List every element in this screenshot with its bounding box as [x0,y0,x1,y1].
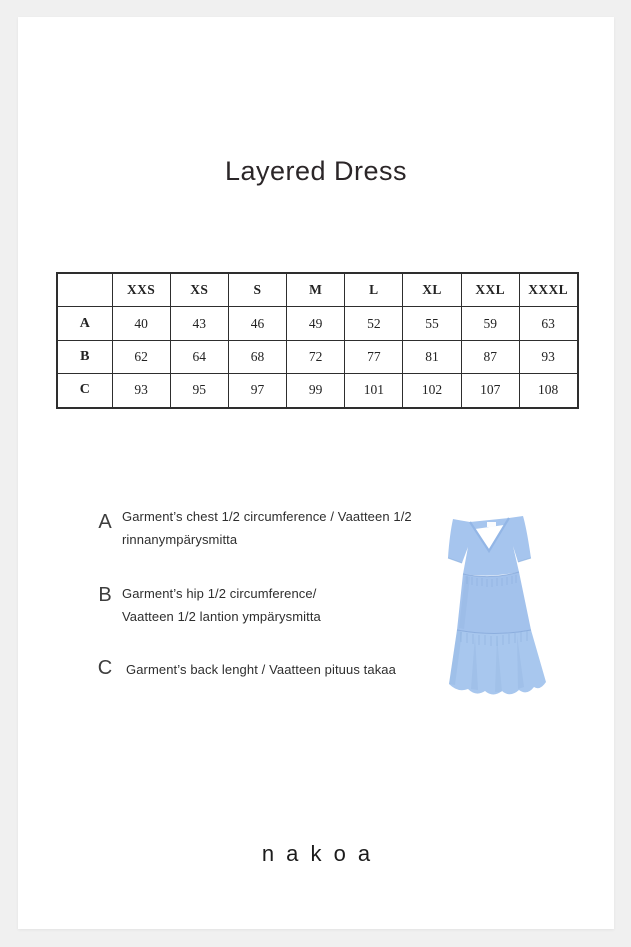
measurement-value: 101 [345,374,403,408]
measurement-value: 49 [287,307,345,340]
measurement-value: 72 [287,340,345,373]
size-column-header: S [228,273,286,307]
measurement-desc-line: rinnanympärysmitta [122,532,238,547]
measurement-value: 55 [403,307,461,340]
measurement-value: 63 [519,307,577,340]
measurement-value: 93 [519,340,577,373]
size-table [56,272,579,409]
measurement-value: 102 [403,374,461,408]
measurement-value: 52 [345,307,403,340]
size-column-header: M [287,273,345,307]
row-label: A [57,307,112,340]
measurement-value: 43 [170,307,228,340]
dress-photo [445,514,549,704]
measurement-value: 99 [287,374,345,408]
measurement-value: 77 [345,340,403,373]
measurement-value: 62 [112,340,170,373]
row-label: B [57,340,112,373]
measurement-desc-c [126,658,396,681]
measurement-value: 81 [403,340,461,373]
measurement-value: 59 [461,307,519,340]
row-label: C [57,374,112,408]
measurement-value: 64 [170,340,228,373]
size-column-header: XXL [461,273,519,307]
measurement-value: 95 [170,374,228,408]
measurement-desc-a [122,505,412,551]
measurement-desc-line: Vaatteen 1/2 lantion ympärysmitta [122,609,321,624]
measurement-value: 87 [461,340,519,373]
size-table-header-row [57,273,578,307]
measurement-value: 46 [228,307,286,340]
measurement-desc-line: Garment’s chest 1/2 circumference / Vaatteen 1/2 [122,509,412,524]
measurement-value: 97 [228,374,286,408]
size-column-header: XL [403,273,461,307]
measurement-value: 107 [461,374,519,408]
measurement-key-b: B [98,584,112,606]
size-column-header: L [345,273,403,307]
table-row [57,340,578,373]
page-title: Layered Dress [224,156,408,186]
table-row [57,374,578,408]
measurement-value: 68 [228,340,286,373]
measurement-key-c: C [97,657,113,679]
measurement-value: 108 [519,374,577,408]
size-guide-page [18,17,614,929]
dress-illustration [445,514,549,704]
size-table-corner-cell [57,273,112,307]
size-column-header: XS [170,273,228,307]
measurement-value: 40 [112,307,170,340]
measurement-value: 93 [112,374,170,408]
size-column-header: XXS [112,273,170,307]
measurement-desc-line: Garment’s back lenght / Vaatteen pituus takaa [126,662,396,677]
size-column-header: XXXL [519,273,577,307]
measurement-key-a: A [98,511,112,533]
measurement-desc-line: Garment’s hip 1/2 circumference/ [122,586,317,601]
brand-logo: nakoa [261,841,383,866]
table-row [57,307,578,340]
measurement-desc-b [122,582,321,628]
